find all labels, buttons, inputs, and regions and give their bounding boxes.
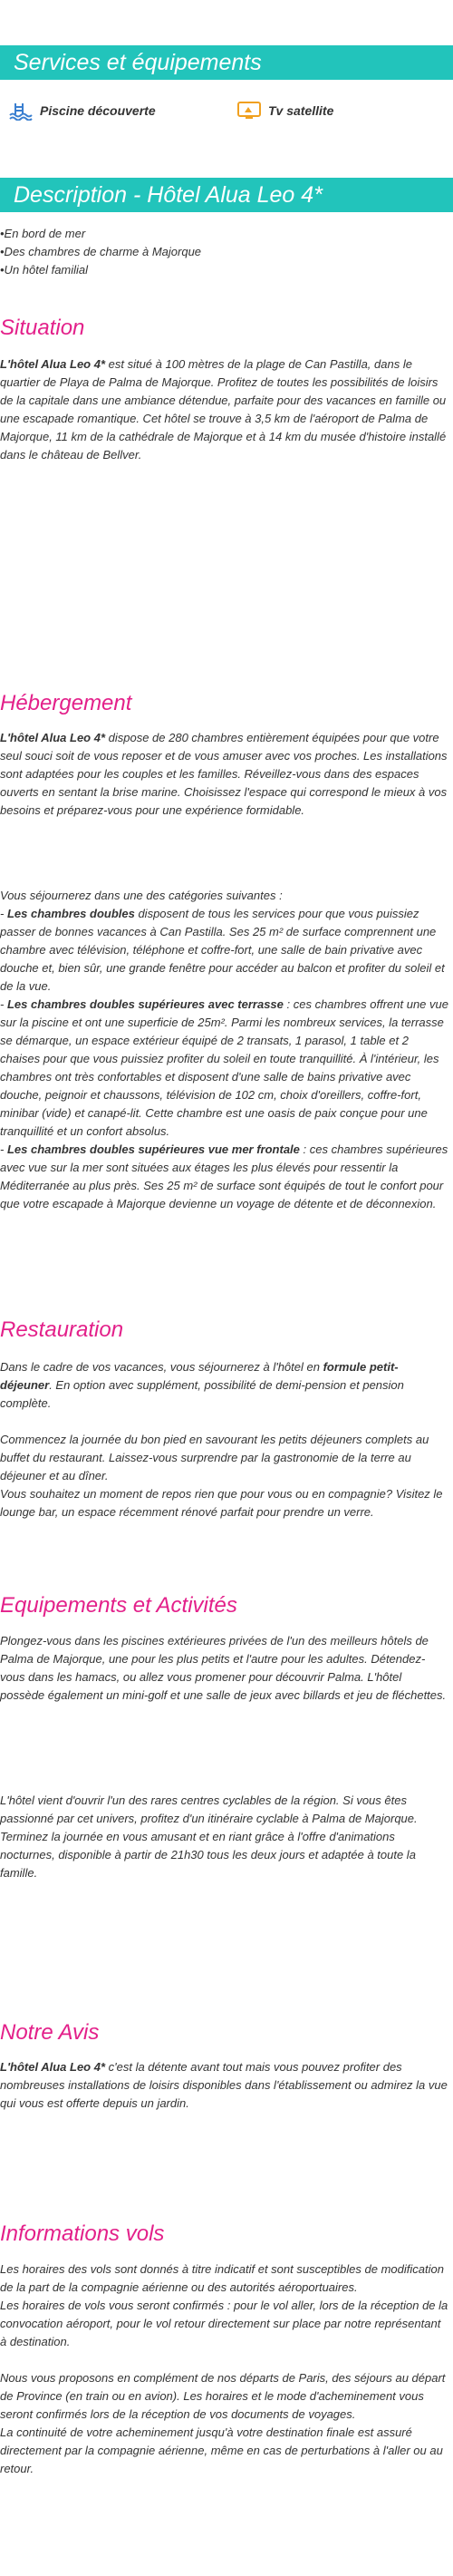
hotel-name: L'hôtel Alua Leo 4* [0,357,106,371]
activites-title: Equipements et Activités [0,1593,237,1618]
description-bullet: •Un hôtel familial [0,263,89,277]
activites-more [0,1792,449,1882]
vols-p4: La continuité de votre acheminement jusqu'à votre destination finale est assuré directement par la compagnie aérienne, même en cas de perturbations à l'aller ou au retour. [0,2425,443,2475]
equipement-tv [237,100,333,122]
vols-text [0,2260,449,2478]
restauration-title: Restauration [0,1317,124,1342]
equipement-tv-label: Tv satellite [268,103,334,118]
description-list [0,225,449,279]
description-bullet: •En bord de mer [0,227,86,240]
description-title: Description - Hôtel Alua Leo 4* [0,178,453,212]
activites-p1: Plongez-vous dans les piscines extérieures privées de l'un des meilleurs hôtels de Palma de Majorque, une pour les plus petits et l'autre pour les adultes. Détendez-vous dans les hamacs, ou allez vous promener pour découvrir Palma. L'hôtel possède également un mini-golf et une salle de jeux avec billards et jeu de fléchettes. [0,1634,447,1702]
pool-icon [9,101,33,121]
category-superieure-vue-mer: - Les chambres doubles supérieures vue mer frontale : ces chambres supérieures avec vue sur la mer sont situées aux étages les plus élevés pour ressentir la Méditerranée au plus près. Ses 25 m² de surface sont équipés de tout le confort pour que votre escapade à Majorque devienne un voyage de détente et de déconnexion. [0,1142,448,1210]
hotel-name: L'hôtel Alua Leo 4* [0,2060,106,2074]
hebergement-categories [0,887,449,1213]
activites-p3: Terminez la journée en vous amusant et en riant grâce à l'offre d'animations nocturnes, disponible à partir de 21h30 tous les deux jours et adaptée à toute la famille. [0,1830,416,1880]
vols-title: Informations vols [0,2221,165,2246]
categories-intro: Vous séjournerez dans une des catégories suivantes : [0,889,283,902]
hotel-name: L'hôtel Alua Leo 4* [0,731,106,744]
activites-p2: L'hôtel vient d'ouvrir l'un des rares centres cyclables de la région. Si vous êtes passionné par cet univers, profitez d'un itinéraire cyclable à Palma de Majorque. [0,1793,418,1825]
restauration-p3: Vous souhaitez un moment de repos rien que pour vous ou en compagnie? Visitez le lounge bar, un espace récemment rénové parfait pour prendre un verre. [0,1487,443,1519]
vols-p2: Les horaires de vols vous seront confirmés : pour le vol aller, lors de la réception de la convocation aéroport, pour le vol retour directement sur place par notre représentant à destination. [0,2299,448,2348]
restauration-p1: Dans le cadre de vos vacances, vous séjournerez à l'hôtel en formule petit-déjeuner. En option avec supplément, possibilité de demi-pension et pension complète. [0,1360,404,1410]
vols-p1: Les horaires des vols sont donnés à titre indicatif et sont susceptibles de modification de la part de la compagnie aérienne ou des autorités aéroportuaires. [0,2262,444,2294]
description-bullet: •Des chambres de charme à Majorque [0,245,202,258]
hebergement-intro: L'hôtel Alua Leo 4* dispose de 280 chambres entièrement équipées pour que votre seul souci soit de vous reposer et de vous amuser avec vos proches. Les installations sont adaptées pour les couples et les familles. Réveillez-vous dans des espaces ouverts en sentant la brise marine. Choisissez l'espace qui correspond le mieux à vos besoins et préparez-vous pour une expérience formidable. [0,731,448,817]
situation-title: Situation [0,316,85,340]
equipement-pool [9,100,156,122]
category-double: - Les chambres doubles disposent de tous les services pour que vous puissiez passer de bonnes vacances à Can Pastilla. Ses 25 m² de surface comprennent une chambre avec télévision, téléphone et coffre-fort, une salle de bain privative avec douche et, bien sûr, une grande fenêtre pour accéder au balcon et profiter du soleil et de la vue. [0,907,445,993]
avis-text: L'hôtel Alua Leo 4* c'est la détente avant tout mais vous pouvez profiter des nombreuses installations de loisirs disponibles dans l'établissement ou admirez la vue qui vous est offerte depuis un jardin. [0,2060,448,2110]
equipements-title: Services et équipements [0,45,453,80]
situation-text: L'hôtel Alua Leo 4* est situé à 100 mètres de la plage de Can Pastilla, dans le quartier de Playa de Palma de Majorque. Profitez de toutes les possibilités de loisirs de la capitale dans une ambiance détendue, parfaite pour des vacances en famille ou une escapade romantique. Cet hôtel se trouve à 3,5 km de l'aéroport de Palma de Majorque, 11 km de la cathédrale de Majorque et à 14 km du musée d'histoire installé dans le château de Bellver. [0,357,447,462]
equipement-pool-label: Piscine découverte [40,103,156,118]
vols-p3: Nous vous proposons en complément de nos départs de Paris, des séjours au départ de Province (en train ou en avion). Les horaires et le mode d'acheminement vous seront confirmés lors de la réception de vos documents de voyages. [0,2371,446,2421]
tv-icon [237,101,261,121]
restauration-text [0,1358,449,1521]
category-superieure-terrasse: - Les chambres doubles supérieures avec terrasse : ces chambres offrent une vue sur la piscine et ont une superficie de 25m². Parmi les nombreux services, la terrasse se démarque, un espace extérieur équipé de 2 transats, 1 parasol, 1 table et 2 chaises pour que vous puissiez profiter du soleil en toute tranquillité. À l'intérieur, les chambres ont très confortables et disposent d'une salle de bains privative avec douche, peignoir et chaussons, télévision de 102 cm, choix d'oreillers, coffre-fort, minibar (vide) et canapé-lit. Cette chambre est une oasis de paix conçue pour une tranquillité et un confort absolus. [0,997,448,1138]
restauration-p2: Commencez la journée du bon pied en savourant les petits déjeuners complets au buffet du restaurant. Laissez-vous surprendre par la gastronomie de la terre au déjeuner et au dîner. [0,1433,429,1482]
avis-title: Notre Avis [0,2020,100,2045]
hebergement-title: Hébergement [0,691,132,715]
